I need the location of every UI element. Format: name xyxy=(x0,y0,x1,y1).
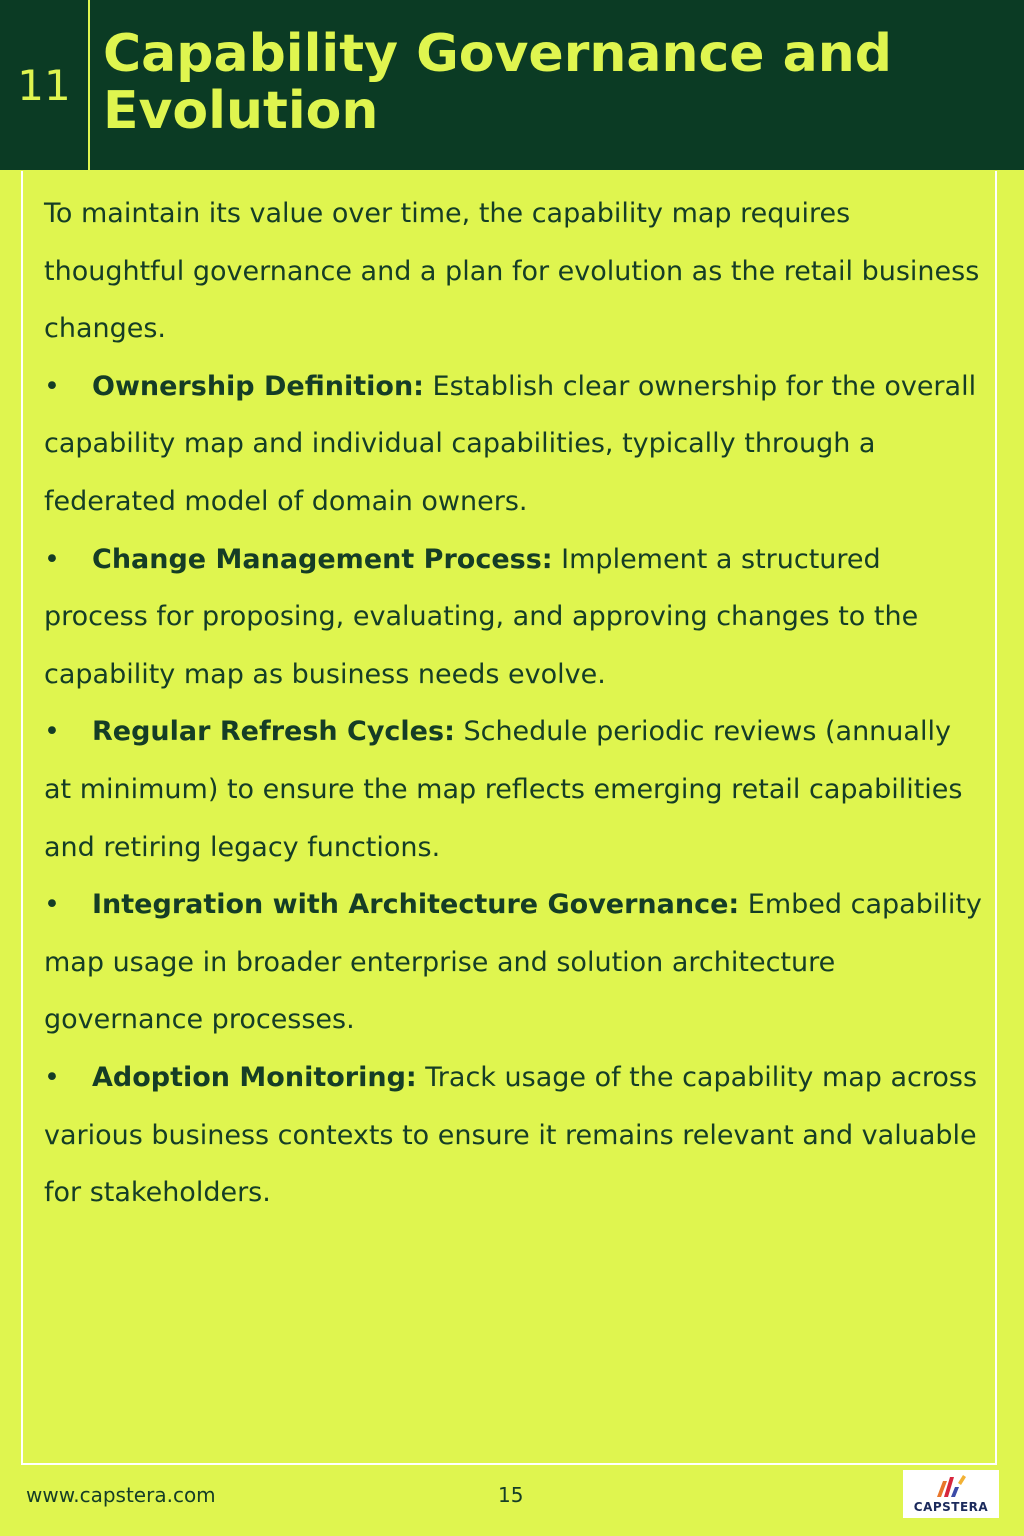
page-header xyxy=(0,0,1024,170)
page-title: Capability Governance and Evolution xyxy=(103,24,892,141)
bullet-dot: • xyxy=(44,716,60,748)
bullet-dot: • xyxy=(44,889,60,921)
page-number: 15 xyxy=(498,1483,524,1507)
capstera-logo xyxy=(903,1470,999,1518)
footer-url[interactable]: www.capstera.com xyxy=(26,1483,216,1507)
bullet-text: Track usage of the capability map across various business contexts to ensure it remains relevant and valuable for stakeholders. xyxy=(44,1061,978,1209)
bullet-dot: • xyxy=(44,543,60,575)
bullet-item-regular-refresh-cycles xyxy=(44,703,984,876)
logo-text: CAPSTERA xyxy=(913,1500,989,1514)
content-body xyxy=(44,185,984,1222)
bullet-text: Embed capability map usage in broader enterprise and solution architecture governance processes. xyxy=(44,889,982,1036)
header-divider xyxy=(88,0,90,170)
bullet-item-change-management-process xyxy=(44,531,984,704)
bullet-text: Implement a structured process for proposing, evaluating, and approving changes to the capability map as business needs evolve. xyxy=(44,543,919,690)
intro-paragraph: To maintain its value over time, the capability map requires thoughtful governance and a plan for evolution as the retail business changes. xyxy=(44,198,980,345)
bullet-item-ownership-definition xyxy=(44,358,984,531)
capstera-logo-mark-icon xyxy=(933,1473,967,1499)
bullet-item-integration-architecture-governance xyxy=(44,876,984,1049)
bullet-term: Ownership Definition: xyxy=(92,370,424,402)
bullet-text: Establish clear ownership for the overall capability map and individual capabilities, typically through a federated model of domain owners. xyxy=(44,370,977,517)
bullet-term: Regular Refresh Cycles: xyxy=(92,716,455,748)
bullet-term: Change Management Process: xyxy=(92,543,553,575)
section-number: 11 xyxy=(17,60,71,110)
bullet-item-adoption-monitoring xyxy=(44,1049,984,1222)
bullet-text: Schedule periodic reviews (annually at minimum) to ensure the map reflects emerging retail capabilities and retiring legacy functions. xyxy=(44,716,963,863)
bullet-term: Integration with Architecture Governance: xyxy=(92,889,740,921)
bullet-term: Adoption Monitoring: xyxy=(92,1061,417,1093)
bullet-dot: • xyxy=(44,1061,60,1093)
bullet-dot: • xyxy=(44,370,60,402)
